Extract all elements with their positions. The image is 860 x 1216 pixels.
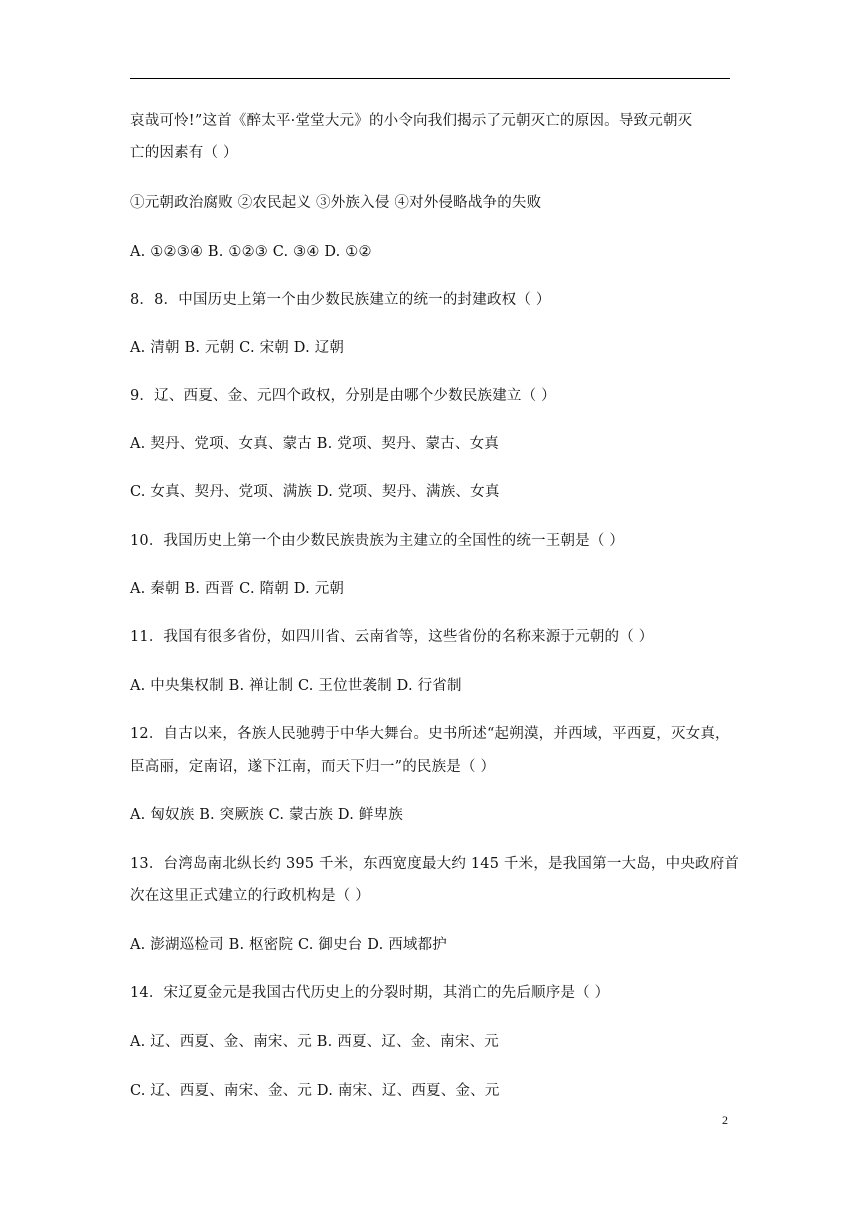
q12-options: A. 匈奴族 B. 突厥族 C. 蒙古族 D. 鲜卑族: [130, 807, 403, 823]
q13-stem-line-1: 13．台湾岛南北纵长约 395 千米，东西宽度最大约 145 千米，是我国第一大岛，中央政府首: [130, 856, 740, 872]
q10-options: A. 秦朝 B. 西晋 C. 隋朝 D. 元朝: [130, 581, 345, 597]
q9-options-ab: A. 契丹、党项、女真、蒙古 B. 党项、契丹、蒙古、女真: [130, 436, 499, 452]
q11-options: A. 中央集权制 B. 禅让制 C. 王位世袭制 D. 行省制: [130, 678, 462, 694]
q7-stem-line-1: 哀哉可怜!”这首《醉太平·堂堂大元》的小令向我们揭示了元朝灭亡的原因。导致元朝灭: [130, 113, 693, 129]
q14-options-cd: C. 辽、西夏、南宋、金、元 D. 南宋、辽、西夏、金、元: [130, 1083, 500, 1099]
q9-stem: 9．辽、西夏、金、元四个政权，分别是由哪个少数民族建立（ ）: [130, 388, 556, 404]
q7-stem-line-2: 亡的因素有（ ）: [130, 145, 238, 161]
q9-options-cd: C. 女真、契丹、党项、满族 D. 党项、契丹、满族、女真: [130, 484, 500, 500]
q11-stem: 11．我国有很多省份，如四川省、云南省等，这些省份的名称来源于元朝的（ ）: [130, 629, 654, 645]
page-number: 2: [722, 1113, 728, 1127]
q14-stem: 14．宋辽夏金元是我国古代历史上的分裂时期，其消亡的先后顺序是（ ）: [130, 985, 610, 1001]
q7-statements: ①元朝政治腐败 ②农民起义 ③外族入侵 ④对外侵略战争的失败: [130, 195, 542, 211]
header-rule: [130, 78, 730, 79]
q10-stem: 10．我国历史上第一个由少数民族贵族为主建立的全国性的统一王朝是（ ）: [130, 533, 625, 549]
q8-stem: 8．8．中国历史上第一个由少数民族建立的统一的封建政权（ ）: [130, 292, 551, 308]
q13-stem-line-2: 次在这里正式建立的行政机构是（ ）: [130, 888, 371, 904]
q12-stem-line-1: 12．自古以来，各族人民驰骋于中华大舞台。史书所述“起朔漠，并西域，平西夏，灭女真，: [130, 726, 730, 742]
q12-stem-line-2: 臣高丽，定南诏，遂下江南，而天下归一”的民族是（ ）: [130, 759, 496, 775]
q7-options: A. ①②③④ B. ①②③ C. ③④ D. ①②: [130, 244, 372, 260]
q14-options-ab: A. 辽、西夏、金、南宋、元 B. 西夏、辽、金、南宋、元: [130, 1034, 499, 1050]
q8-options: A. 清朝 B. 元朝 C. 宋朝 D. 辽朝: [130, 340, 345, 356]
q13-options: A. 澎湖巡检司 B. 枢密院 C. 御史台 D. 西域都护: [130, 937, 448, 953]
